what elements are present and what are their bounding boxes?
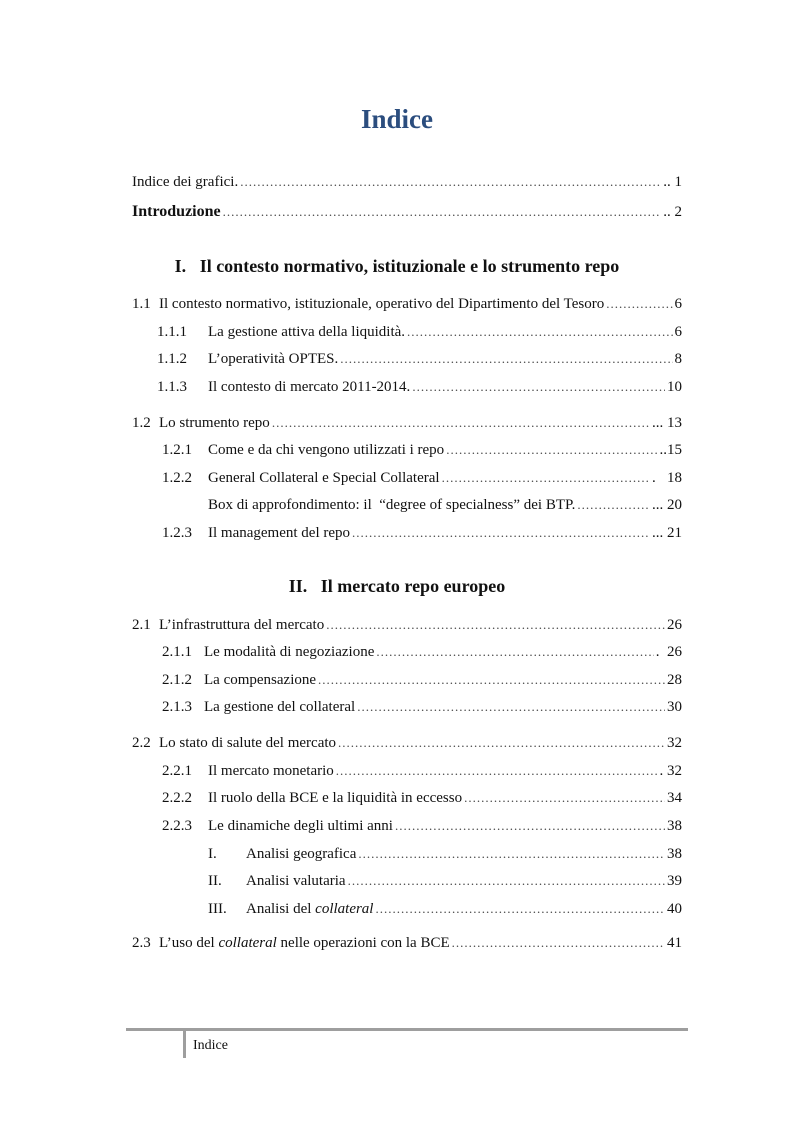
toc-entry-label: Le modalità di negoziazione [204, 644, 375, 660]
toc-entry-page: 39 [667, 873, 682, 889]
toc-entry-page: .. 1 [663, 174, 682, 190]
toc-entry-label: Analisi geografica [246, 846, 357, 862]
leader-dots [336, 762, 658, 780]
page-title: Indice [360, 104, 433, 134]
leader-dots [338, 734, 665, 752]
toc-entry-2-2-3-i[interactable] [208, 845, 682, 863]
toc-entry-label: Analisi valutaria [246, 873, 346, 889]
toc-entry-page: .. 2 [663, 204, 682, 220]
toc-entry-page: 38 [667, 846, 682, 862]
toc-entry-2-2-2[interactable] [162, 789, 682, 807]
leader-dots [464, 789, 665, 807]
chapter-heading-2 [0, 576, 794, 597]
toc-entry-label: La gestione attiva della liquidità. [208, 324, 406, 340]
toc-entry-2-1-2[interactable] [162, 671, 682, 689]
toc-entry-indice-grafici[interactable] [132, 173, 682, 191]
leader-dots [326, 616, 665, 634]
toc-entry-1-2-3[interactable] [162, 524, 682, 542]
toc-entry-label: L’uso del collateral nelle operazioni con la BCE [159, 935, 450, 951]
chapter-heading-1 [0, 256, 794, 277]
footer-divider [183, 1031, 186, 1058]
toc-entry-number: 2.1.3 [162, 699, 192, 715]
toc-entry-label: Lo stato di salute del mercato [159, 735, 337, 751]
toc-entry-label: Box di approfondimento: il “degree of specialness” dei BTP. [208, 497, 576, 513]
toc-entry-page: 34 [667, 790, 682, 806]
toc-entry-page: 26 [667, 617, 682, 633]
leader-dots [446, 441, 657, 459]
leader-dots [606, 295, 672, 313]
toc-entry-label: Il contesto di mercato 2011-2014. [208, 379, 411, 395]
footer-label: Indice [193, 1038, 228, 1053]
toc-entry-page: ... 20 [652, 497, 682, 513]
toc-entry-page: ..15 [659, 442, 682, 458]
toc-entry-1-1-2[interactable] [157, 350, 682, 368]
toc-entry-label: Il ruolo della BCE e la liquidità in eccesso [208, 790, 463, 806]
leader-dots [395, 817, 665, 835]
toc-entry-label: Il management del repo [208, 525, 351, 541]
toc-entry-introduzione[interactable] [132, 203, 682, 221]
chapter-number: II. [288, 576, 308, 596]
toc-entry-2-2-3-ii[interactable] [208, 872, 682, 890]
leader-dots [376, 643, 653, 661]
leader-dots [577, 496, 650, 514]
leader-dots [407, 323, 672, 341]
toc-entry-number: 2.2.1 [162, 763, 192, 779]
toc-entry-2-1-1[interactable] [162, 643, 682, 661]
toc-entry-number: 1.1 [132, 296, 151, 312]
toc-entry-page: 8 [674, 351, 682, 367]
toc-entry-label: La gestione del collateral [204, 699, 356, 715]
toc-entry-number: 1.2 [132, 415, 151, 431]
leader-dots [412, 378, 665, 396]
toc-entry-label: Il mercato monetario [208, 763, 334, 779]
toc-entry-1-1[interactable] [132, 295, 682, 313]
toc-entry-2-1[interactable] [132, 616, 682, 634]
toc-entry-number: 1.2.1 [162, 442, 192, 458]
toc-entry-page: 10 [667, 379, 682, 395]
toc-entry-page: . 32 [659, 763, 682, 779]
toc-entry-number: 1.2.3 [162, 525, 192, 541]
leader-dots [240, 173, 661, 191]
toc-entry-number: III. [208, 901, 227, 917]
toc-entry-1-2[interactable] [132, 414, 682, 432]
toc-entry-label: La compensazione [204, 672, 317, 688]
toc-entry-page: ... 21 [652, 525, 682, 541]
toc-entry-2-1-3[interactable] [162, 698, 682, 716]
toc-entry-page: 38 [667, 818, 682, 834]
leader-dots [318, 671, 665, 689]
leader-dots [348, 872, 665, 890]
leader-dots [223, 203, 662, 221]
toc-entry-page: 6 [674, 324, 682, 340]
toc-entry-number: 2.3 [132, 935, 151, 951]
footer-rule [126, 1028, 688, 1031]
leader-dots [375, 900, 665, 918]
toc-entry-page: . 26 [655, 644, 682, 660]
toc-entry-number: 1.1.1 [157, 324, 187, 340]
toc-entry-number: 1.1.3 [157, 379, 187, 395]
toc-entry-label: L’operatività OPTES. [208, 351, 339, 367]
toc-entry-2-2-1[interactable] [162, 762, 682, 780]
toc-entry-number: I. [208, 846, 217, 862]
toc-entry-label: Come e da chi vengono utilizzati i repo [208, 442, 445, 458]
toc-entry-1-2-2[interactable] [162, 469, 682, 487]
toc-entry-1-2-1[interactable] [162, 441, 682, 459]
toc-entry-number: 2.1 [132, 617, 151, 633]
toc-entry-number: 2.1.2 [162, 672, 192, 688]
toc-entry-page: 40 [667, 901, 682, 917]
toc-entry-page: 41 [667, 935, 682, 951]
toc-entry-1-1-3[interactable] [157, 378, 682, 396]
toc-entry-box-approfondimento[interactable] [208, 496, 682, 514]
toc-entry-label: Il contesto normativo, istituzionale, operativo del Dipartimento del Tesoro [159, 296, 605, 312]
chapter-title: Il contesto normativo, istituzionale e lo strumento repo [199, 256, 620, 276]
toc-entry-label: General Collateral e Special Collateral [208, 470, 440, 486]
toc-entry-2-2-3[interactable] [162, 817, 682, 835]
toc-entry-page: 6 [674, 296, 682, 312]
leader-dots [272, 414, 650, 432]
toc-entry-page: . 18 [652, 470, 682, 486]
toc-entry-1-1-1[interactable] [157, 323, 682, 341]
leader-dots [352, 524, 650, 542]
toc-entry-label: Analisi del collateral [246, 901, 374, 917]
toc-entry-label: L’infrastruttura del mercato [159, 617, 325, 633]
toc-entry-page: 28 [667, 672, 682, 688]
toc-entry-label: Introduzione [132, 203, 221, 220]
chapter-number: I. [174, 256, 187, 276]
leader-dots [442, 469, 650, 487]
leader-dots [452, 934, 665, 952]
toc-entry-page: 32 [667, 735, 682, 751]
toc-entry-2-2[interactable] [132, 734, 682, 752]
toc-entry-number: 1.1.2 [157, 351, 187, 367]
toc-entry-2-3[interactable] [132, 934, 682, 952]
chapter-title: Il mercato repo europeo [320, 576, 506, 596]
toc-entry-number: 1.2.2 [162, 470, 192, 486]
leader-dots [358, 845, 665, 863]
toc-entry-2-2-3-iii[interactable] [208, 900, 682, 918]
toc-entry-number: 2.2.2 [162, 790, 192, 806]
leader-dots [340, 350, 672, 368]
toc-entry-label: Lo strumento repo [159, 415, 270, 431]
toc-entry-page: 30 [667, 699, 682, 715]
toc-entry-number: II. [208, 873, 222, 889]
toc-entry-number: 2.1.1 [162, 644, 192, 660]
toc-entry-page: ... 13 [652, 415, 682, 431]
toc-entry-label: Indice dei grafici. [132, 174, 239, 190]
toc-entry-label: Le dinamiche degli ultimi anni [208, 818, 393, 834]
toc-entry-number: 2.2.3 [162, 818, 192, 834]
leader-dots [357, 698, 665, 716]
toc-entry-number: 2.2 [132, 735, 151, 751]
